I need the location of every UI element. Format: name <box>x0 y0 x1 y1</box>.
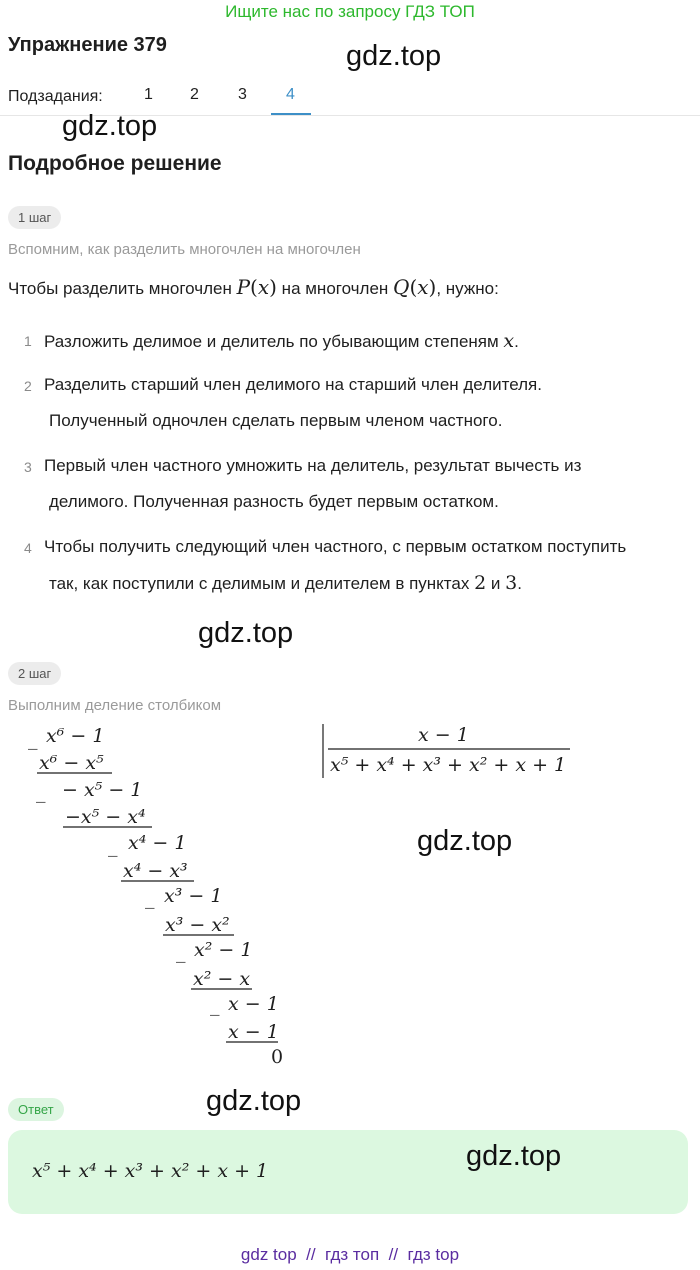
tab-subtask-1[interactable]: 1 <box>144 86 153 103</box>
watermark: gdz.top <box>62 110 158 142</box>
step-1-intro: Чтобы разделить многочлен P(x) на многочлен Q(x), нужно: <box>8 275 499 299</box>
quotient: x⁵ + x⁴ + x³ + x² + x + 1 <box>330 754 567 776</box>
list-item-continuation: делимого. Полученная разность будет первым остатком. <box>49 492 499 511</box>
footer-separator: // <box>306 1245 316 1264</box>
watermark: gdz.top <box>206 1085 302 1117</box>
divisor: x − 1 <box>418 724 469 746</box>
search-banner[interactable]: Ищите нас по запросу ГДЗ ТОП <box>225 2 475 21</box>
minus-sign: _ <box>28 728 38 750</box>
division-row: − x⁵ − 1 <box>62 779 143 801</box>
list-number: 4 <box>24 540 32 556</box>
minus-sign: _ <box>210 994 220 1016</box>
division-row: −x⁵ − x⁴ <box>65 806 146 828</box>
step-2-hint: Выполним деление столбиком <box>8 697 222 714</box>
list-number: 1 <box>24 333 32 349</box>
long-division <box>0 718 700 1074</box>
division-row: x⁶ − x⁵ <box>39 752 104 774</box>
division-row: x⁴ − 1 <box>128 832 187 854</box>
tab-subtask-2[interactable]: 2 <box>190 86 199 103</box>
list-item-continuation: так, как поступили с делимым и делителем в пунктах 2 и 3. <box>49 572 522 594</box>
footer-link[interactable]: gdz top <box>240 1245 297 1264</box>
list-item: Разложить делимое и делитель по убывающим степеням x. <box>44 330 519 352</box>
step-1-hint: Вспомним, как разделить многочлен на многочлен <box>8 241 361 258</box>
division-row: x³ − x² <box>165 914 230 936</box>
minus-sign: _ <box>176 941 186 963</box>
answer-value: x⁵ + x⁴ + x³ + x² + x + 1 <box>32 1160 269 1182</box>
minus-sign: _ <box>36 781 46 803</box>
page-title: Упражнение 379 <box>8 34 167 56</box>
division-row: x⁴ − x³ <box>123 860 188 882</box>
step-1-badge: 1 шаг <box>8 206 61 229</box>
list-item: Чтобы получить следующий член частного, с первым остатком поступить <box>44 537 627 556</box>
division-row: x⁶ − 1 <box>46 725 105 747</box>
division-row: x − 1 <box>228 993 279 1015</box>
division-row: x³ − 1 <box>164 885 223 907</box>
tab-subtask-4[interactable]: 4 <box>286 86 295 103</box>
section-title: Подробное решение <box>8 152 222 175</box>
minus-sign: _ <box>145 887 155 909</box>
division-row: x² − x <box>193 968 251 990</box>
list-number: 2 <box>24 378 32 394</box>
watermark: gdz.top <box>346 40 442 72</box>
list-item-continuation: Полученный одночлен сделать первым членом частного. <box>49 411 503 430</box>
division-remainder: 0 <box>271 1046 284 1068</box>
footer-link[interactable]: гдз top <box>407 1245 460 1264</box>
footer-links <box>0 1245 700 1265</box>
list-item: Разделить старший член делимого на старший член делителя. <box>44 375 542 394</box>
footer-link[interactable]: гдз топ <box>325 1245 380 1264</box>
division-row: x − 1 <box>228 1021 279 1043</box>
minus-sign: _ <box>108 835 118 857</box>
footer-separator: // <box>388 1245 399 1264</box>
watermark: gdz.top <box>466 1140 562 1172</box>
answer-badge: Ответ <box>8 1098 64 1121</box>
step-2-badge: 2 шаг <box>8 662 61 685</box>
watermark: gdz.top <box>417 825 513 857</box>
list-item: Первый член частного умножить на делитель, результат вычесть из <box>44 456 582 475</box>
list-number: 3 <box>24 459 32 475</box>
tab-subtask-3[interactable]: 3 <box>238 86 247 103</box>
subtasks-label: Подзадания: <box>8 88 103 105</box>
watermark: gdz.top <box>198 617 294 649</box>
division-row: x² − 1 <box>194 939 253 961</box>
